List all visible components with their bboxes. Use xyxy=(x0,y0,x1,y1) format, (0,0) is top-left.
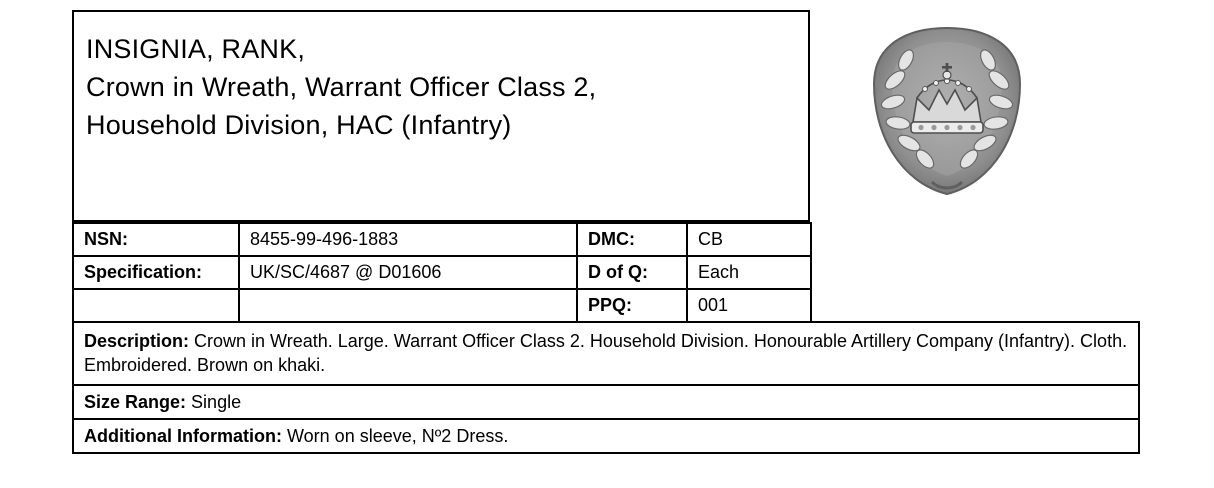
ppq-label: PPQ: xyxy=(577,289,687,322)
dmc-label: DMC: xyxy=(577,223,687,256)
empty-cell-left xyxy=(73,289,239,322)
item-title-box xyxy=(72,10,810,222)
details-table xyxy=(72,321,1140,454)
page-title-line-3: Household Division, HAC (Infantry) xyxy=(86,110,512,140)
nsn-label: NSN: xyxy=(73,223,239,256)
size-range-value: Single xyxy=(191,392,242,412)
additional-information-label: Additional Information: xyxy=(84,426,282,446)
doq-value: Each xyxy=(687,256,811,289)
description-value: Crown in Wreath. Large. Warrant Officer Class 2. Household Division. Honourable Artillery Company (Infantry). Cloth. Embroidered. Brown on khaki. xyxy=(84,331,1128,375)
page-title-line-1: INSIGNIA, RANK, xyxy=(86,34,306,64)
doq-label: D of Q: xyxy=(577,256,687,289)
table-row xyxy=(73,322,1139,385)
specification-table xyxy=(72,222,812,323)
dmc-value: CB xyxy=(687,223,811,256)
nsn-value: 8455-99-496-1883 xyxy=(239,223,577,256)
page-title-line-2: Crown in Wreath, Warrant Officer Class 2, xyxy=(86,72,597,102)
badge-image xyxy=(862,22,1032,202)
description-label: Description: xyxy=(84,331,190,351)
specification-value: UK/SC/4687 @ D01606 xyxy=(239,256,577,289)
description-cell xyxy=(73,322,1139,385)
table-row xyxy=(73,256,811,289)
table-row xyxy=(73,419,1139,453)
table-row xyxy=(73,385,1139,419)
empty-cell-left-value xyxy=(239,289,577,322)
table-row xyxy=(73,289,811,322)
additional-information-cell xyxy=(73,419,1139,453)
crown-in-wreath-icon xyxy=(862,22,1032,202)
additional-information-value: Worn on sleeve, Nº2 Dress. xyxy=(287,426,509,446)
ppq-value: 001 xyxy=(687,289,811,322)
table-row xyxy=(73,223,811,256)
specification-label: Specification: xyxy=(73,256,239,289)
size-range-cell xyxy=(73,385,1139,419)
size-range-label: Size Range: xyxy=(84,392,187,412)
